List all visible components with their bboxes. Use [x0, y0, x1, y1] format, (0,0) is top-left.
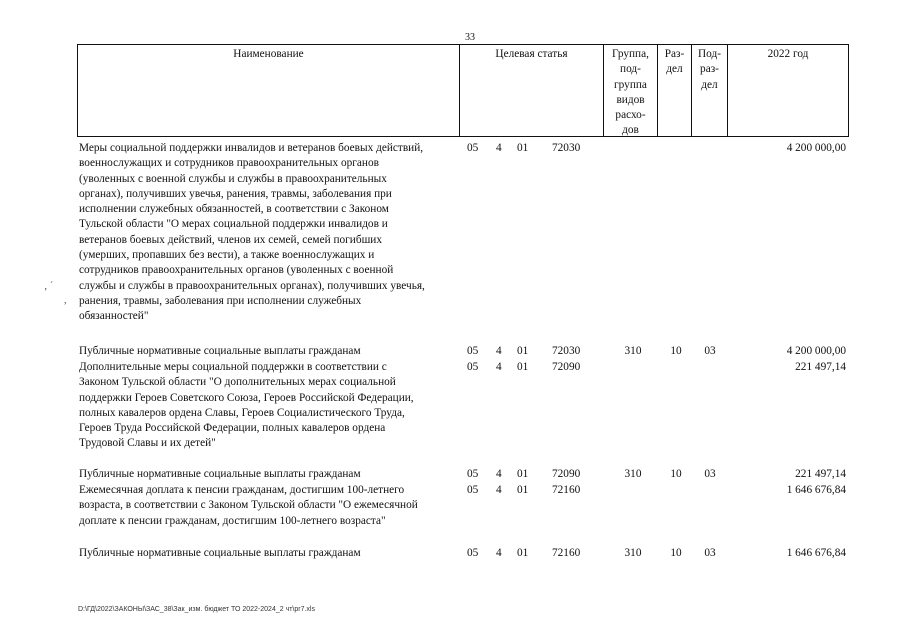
row-expense-group: 310	[624, 468, 642, 480]
footer-file-path: D:\ГД\2022\ЗАКОНЫ\ЗАС_38\Зак_изм. бюджет ТО 2022-2024_2 чт\pr7.xls	[78, 606, 315, 613]
row-subsection: 03	[704, 345, 716, 357]
header-year: 2022 год	[767, 48, 809, 60]
row-code-a: 05	[467, 142, 479, 154]
header-subsection: Под- раз- дел	[692, 45, 728, 136]
table-row	[77, 141, 849, 323]
row-name: Дополнительные меры социальной поддержки в соответствии с Законом Тульской области "О дополнительных мерах социальной поддержки Героев Советского Союза, Героев Российской Федерации, полных кавалеров ордена Славы, Героев Социалистического Труда, Героев Труда Российской Федерации, полных кавалеров ордена Трудовой Славы и их детей"	[79, 361, 414, 450]
table-row	[77, 483, 849, 527]
header-section: Раз- дел	[658, 45, 692, 136]
header-expense-group: Группа, под- группа видов расхо- дов	[604, 45, 658, 136]
header-name: Наименование	[78, 45, 460, 136]
row-sum: 221 497,14	[795, 468, 846, 480]
row-code-d: 72090	[552, 361, 581, 373]
row-expense-group: 310	[624, 345, 642, 357]
row-code-d: 72030	[552, 345, 581, 357]
row-code-b: 4	[496, 345, 502, 357]
row-code-d: 72090	[552, 468, 581, 480]
row-code-a: 05	[467, 468, 479, 480]
row-code-b: 4	[496, 484, 502, 496]
table-row	[77, 360, 849, 450]
row-code-a: 05	[467, 484, 479, 496]
row-code-c: 01	[517, 142, 529, 154]
row-sum: 4 200 000,00	[786, 142, 846, 154]
table-row	[77, 344, 849, 360]
row-code-c: 01	[517, 547, 529, 559]
row-sum: 1 646 676,84	[786, 484, 846, 496]
row-code-c: 01	[517, 345, 529, 357]
row-code-d: 72160	[552, 547, 581, 559]
row-code-c: 01	[517, 484, 529, 496]
row-code-b: 4	[496, 361, 502, 373]
row-code-a: 05	[467, 361, 479, 373]
row-expense-group: 310	[624, 547, 642, 559]
row-section: 10	[670, 345, 682, 357]
row-name: Меры социальной поддержки инвалидов и ветеранов боевых действий, военнослужащих и сотрудников правоохранительных органов (уволенных с военной службы и службы в правоохранительных органах), получивших увечья, ранения, травмы, заболевания при исполнении служебных обязанностей, в соответствии с Законом Тульской области "О мерах социальной поддержки инвалидов и ветеранов боевых действий, членов их семей, семей погибших (умерших, пропавших без вести), а также военнослужащих и сотрудников правоохранительных органов (уволенных с военной службы и службы в правоохранительных органах), получивших увечья, ранения, травмы, заболевания при исполнении служебных обязанностей"	[79, 142, 425, 323]
row-code-b: 4	[496, 547, 502, 559]
row-code-c: 01	[517, 468, 529, 480]
row-code-d: 72030	[552, 142, 581, 154]
row-name: Публичные нормативные социальные выплаты гражданам	[79, 468, 361, 480]
row-sum: 221 497,14	[795, 361, 846, 373]
table-header	[77, 44, 849, 137]
row-subsection: 03	[704, 547, 716, 559]
row-code-a: 05	[467, 547, 479, 559]
row-subsection: 03	[704, 468, 716, 480]
scan-mark: ‚ ´	[44, 281, 54, 292]
header-target-article: Целевая статья	[460, 45, 604, 136]
row-code-d: 72160	[552, 484, 581, 496]
row-sum: 1 646 676,84	[786, 547, 846, 559]
table-row	[77, 546, 849, 562]
row-code-b: 4	[496, 142, 502, 154]
table-row	[77, 467, 849, 483]
row-code-b: 4	[496, 468, 502, 480]
row-name: Публичные нормативные социальные выплаты гражданам	[79, 547, 361, 559]
scan-mark: ,	[64, 295, 67, 306]
row-code-a: 05	[467, 345, 479, 357]
page-number: 33	[465, 32, 475, 43]
row-name: Публичные нормативные социальные выплаты гражданам	[79, 345, 361, 357]
row-name: Ежемесячная доплата к пенсии гражданам, достигшим 100-летнего возраста, в соответствии с Законом Тульской области "О ежемесячной доплате к пенсии гражданам, достигшим 100-летнего возраста"	[79, 484, 418, 527]
row-sum: 4 200 000,00	[786, 345, 846, 357]
row-section: 10	[670, 468, 682, 480]
row-section: 10	[670, 547, 682, 559]
row-code-c: 01	[517, 361, 529, 373]
